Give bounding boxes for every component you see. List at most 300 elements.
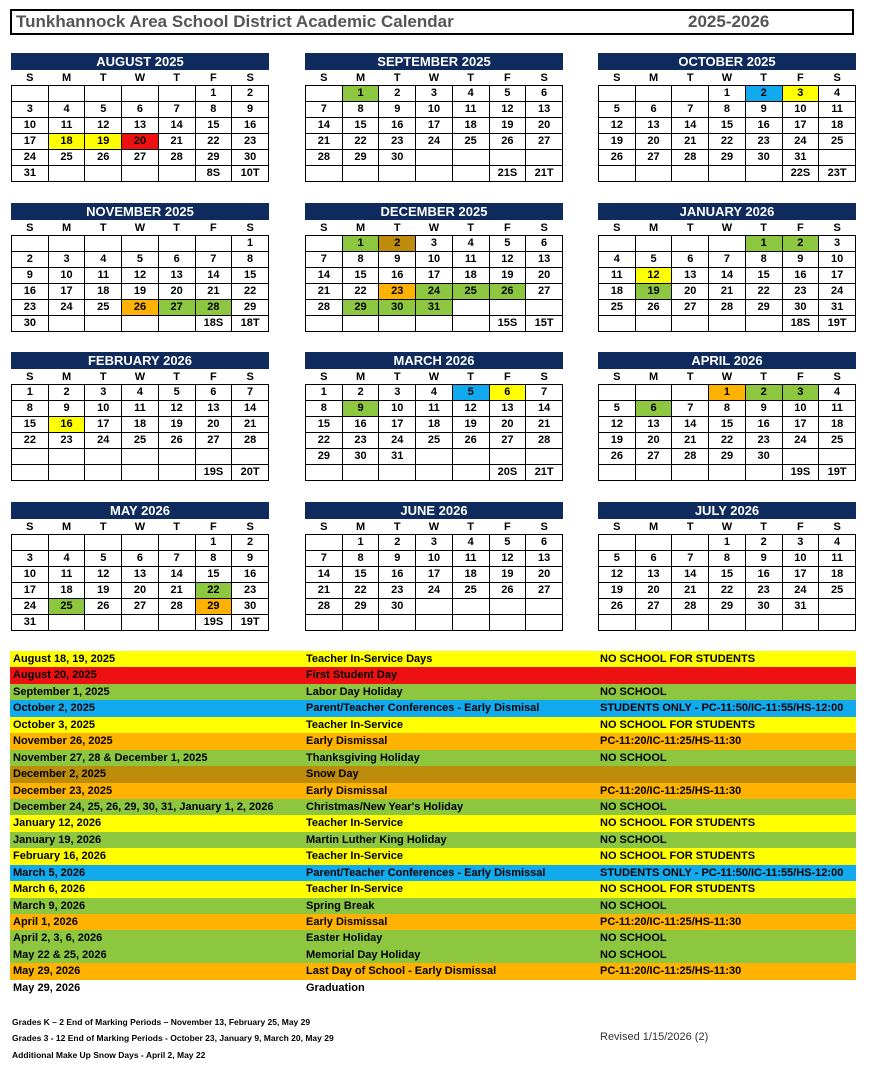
weekday-header: T <box>760 71 768 84</box>
day-cell: 9 <box>745 551 782 567</box>
legend-note: NO SCHOOL FOR STUDENTS <box>600 883 756 896</box>
day-count-cell <box>48 615 85 631</box>
day-cell: 23 <box>12 300 49 316</box>
day-cell: 24 <box>782 134 819 150</box>
day-cell: 28 <box>306 150 343 166</box>
day-cell: 17 <box>416 118 453 134</box>
day-count-cell <box>85 615 122 631</box>
day-cell: 22 <box>709 433 746 449</box>
legend-row <box>10 684 856 700</box>
day-cell: 20 <box>158 284 195 300</box>
day-cell: 1 <box>195 535 232 551</box>
day-cell: 9 <box>48 401 85 417</box>
day-cell: 7 <box>526 385 563 401</box>
month-calendar <box>11 203 269 332</box>
day-cell <box>85 535 122 551</box>
week-row <box>306 284 563 300</box>
day-count-cell <box>452 615 489 631</box>
week-row <box>12 417 269 433</box>
day-cell: 16 <box>782 268 819 284</box>
day-cell: 1 <box>342 535 379 551</box>
weekday-header: M <box>648 370 659 383</box>
day-cell: 4 <box>122 385 159 401</box>
legend-row <box>10 865 856 881</box>
day-count-cell: 10T <box>232 166 269 182</box>
weekday-header: S <box>833 221 841 234</box>
month-title: DECEMBER 2025 <box>305 203 563 220</box>
week-row <box>306 118 563 134</box>
day-cell: 9 <box>379 252 416 268</box>
month-title: MAY 2026 <box>11 502 269 519</box>
day-cell: 6 <box>635 401 672 417</box>
day-cell: 7 <box>306 102 343 118</box>
week-row <box>306 465 563 481</box>
weekday-header: S <box>613 370 621 383</box>
day-cell: 16 <box>379 118 416 134</box>
day-count-cell <box>158 615 195 631</box>
day-cell: 8 <box>709 102 746 118</box>
legend-date: December 24, 25, 26, 29, 30, 31, January 1, 2, 2026 <box>13 800 274 813</box>
day-cell <box>526 599 563 615</box>
day-cell: 24 <box>416 583 453 599</box>
week-row <box>12 236 269 252</box>
legend-event: Teacher In-Service <box>306 817 404 830</box>
legend-row <box>10 881 856 897</box>
day-cell: 5 <box>599 401 636 417</box>
legend-event: Teacher In-Service <box>306 883 404 896</box>
day-cell: 31 <box>782 599 819 615</box>
weekday-header: M <box>648 520 659 533</box>
day-cell: 19 <box>489 268 526 284</box>
day-cell: 14 <box>306 567 343 583</box>
week-row <box>12 118 269 134</box>
day-cell <box>599 236 636 252</box>
day-cell: 30 <box>232 150 269 166</box>
day-cell: 3 <box>782 535 819 551</box>
day-count-cell: 23T <box>819 166 856 182</box>
month-title: NOVEMBER 2025 <box>11 203 269 220</box>
legend-note: NO SCHOOL <box>600 751 667 764</box>
week-row <box>12 615 269 631</box>
day-count-cell <box>85 465 122 481</box>
day-cell: 25 <box>819 583 856 599</box>
week-row <box>12 284 269 300</box>
month-grid <box>598 369 856 481</box>
day-cell: 17 <box>416 268 453 284</box>
weekday-header: F <box>210 71 217 84</box>
day-cell: 30 <box>745 150 782 166</box>
day-cell: 12 <box>599 417 636 433</box>
day-cell: 21 <box>306 284 343 300</box>
day-cell: 3 <box>12 551 49 567</box>
day-cell: 3 <box>782 385 819 401</box>
day-cell <box>122 535 159 551</box>
day-cell: 4 <box>819 86 856 102</box>
day-count-cell <box>306 615 343 631</box>
day-count-cell <box>672 316 709 332</box>
day-cell: 22 <box>342 134 379 150</box>
day-cell: 16 <box>745 567 782 583</box>
day-cell: 3 <box>12 102 49 118</box>
day-cell: 26 <box>599 150 636 166</box>
weekday-header: F <box>504 370 511 383</box>
day-cell: 5 <box>452 385 489 401</box>
day-cell: 14 <box>232 401 269 417</box>
week-row <box>12 150 269 166</box>
week-row <box>12 401 269 417</box>
day-count-cell <box>819 615 856 631</box>
legend-note: NO SCHOOL FOR STUDENTS <box>600 817 756 830</box>
weekday-header: M <box>648 71 659 84</box>
weekday-header: S <box>540 370 548 383</box>
weekday-header: M <box>61 520 72 533</box>
legend-row <box>10 832 856 848</box>
day-cell: 18 <box>452 567 489 583</box>
day-cell: 26 <box>452 433 489 449</box>
day-cell: 1 <box>306 385 343 401</box>
week-row <box>599 284 856 300</box>
day-cell: 2 <box>48 385 85 401</box>
weekday-header: F <box>210 520 217 533</box>
week-row <box>599 316 856 332</box>
weekday-header: W <box>134 370 146 383</box>
day-cell <box>452 599 489 615</box>
day-cell: 28 <box>672 150 709 166</box>
day-cell: 22 <box>195 583 232 599</box>
legend-event: Christmas/New Year's Holiday <box>306 800 464 813</box>
day-count-cell <box>306 316 343 332</box>
day-cell: 28 <box>306 599 343 615</box>
day-cell <box>12 86 49 102</box>
week-row <box>306 252 563 268</box>
day-cell: 11 <box>48 118 85 134</box>
day-cell: 6 <box>158 252 195 268</box>
day-cell: 16 <box>232 567 269 583</box>
weekday-header: W <box>428 370 440 383</box>
day-count-cell <box>379 316 416 332</box>
day-cell: 25 <box>452 284 489 300</box>
week-row <box>12 465 269 481</box>
day-count-cell <box>709 615 746 631</box>
day-cell: 5 <box>122 252 159 268</box>
legend-row <box>10 980 856 996</box>
legend-event: Teacher In-Service <box>306 718 404 731</box>
day-cell: 8 <box>195 551 232 567</box>
day-cell: 12 <box>452 401 489 417</box>
day-cell <box>672 535 709 551</box>
legend-event: Early Dismissal <box>306 916 388 928</box>
day-cell: 27 <box>526 583 563 599</box>
day-cell: 17 <box>12 583 49 599</box>
day-cell: 10 <box>416 102 453 118</box>
day-cell <box>158 236 195 252</box>
weekday-header: T <box>760 520 768 533</box>
day-cell: 14 <box>306 268 343 284</box>
day-cell: 7 <box>232 385 269 401</box>
legend-date: August 20, 2025 <box>13 669 97 682</box>
day-cell: 26 <box>489 583 526 599</box>
day-cell: 19 <box>599 134 636 150</box>
day-cell: 5 <box>635 252 672 268</box>
legend-date: October 3, 2025 <box>13 718 95 731</box>
week-row <box>306 316 563 332</box>
legend-date: October 2, 2025 <box>13 702 95 715</box>
day-count-cell <box>48 465 85 481</box>
weekday-header: W <box>721 221 733 234</box>
day-cell: 15 <box>709 118 746 134</box>
day-cell: 22 <box>12 433 49 449</box>
day-cell <box>306 236 343 252</box>
day-cell: 28 <box>306 300 343 316</box>
day-cell: 26 <box>158 433 195 449</box>
day-cell: 15 <box>306 417 343 433</box>
day-cell: 12 <box>599 567 636 583</box>
day-cell: 20 <box>526 118 563 134</box>
day-cell: 22 <box>232 284 269 300</box>
day-cell: 7 <box>672 102 709 118</box>
day-cell: 25 <box>819 433 856 449</box>
month-calendar <box>11 53 269 182</box>
week-row <box>12 385 269 401</box>
day-cell: 4 <box>819 535 856 551</box>
day-cell: 20 <box>635 134 672 150</box>
weekday-header: W <box>134 520 146 533</box>
day-cell: 27 <box>635 150 672 166</box>
day-cell <box>526 449 563 465</box>
day-cell: 18 <box>819 118 856 134</box>
day-cell <box>12 535 49 551</box>
day-cell: 11 <box>452 551 489 567</box>
day-cell: 11 <box>819 401 856 417</box>
day-cell: 14 <box>672 118 709 134</box>
day-cell: 6 <box>195 385 232 401</box>
day-cell: 9 <box>745 102 782 118</box>
month-calendar <box>598 53 856 182</box>
day-cell: 15 <box>342 118 379 134</box>
day-count-cell <box>158 465 195 481</box>
day-cell <box>599 385 636 401</box>
event-legend <box>10 651 856 996</box>
day-cell: 28 <box>526 433 563 449</box>
day-cell: 18 <box>452 268 489 284</box>
legend-row <box>10 717 856 733</box>
day-cell: 29 <box>232 300 269 316</box>
legend-row <box>10 667 856 683</box>
week-row <box>306 535 563 551</box>
day-cell: 24 <box>782 433 819 449</box>
day-cell <box>306 86 343 102</box>
day-cell: 1 <box>709 535 746 551</box>
day-count-cell <box>599 615 636 631</box>
day-cell <box>122 449 159 465</box>
day-cell: 23 <box>782 284 819 300</box>
week-row <box>12 102 269 118</box>
week-row <box>12 567 269 583</box>
weekday-header: T <box>467 520 475 533</box>
day-cell: 9 <box>342 401 379 417</box>
legend-note: PC-11:20/IC-11:25/HS-11:30 <box>600 784 742 797</box>
weekday-header: T <box>173 520 181 533</box>
weekday-header: F <box>210 221 217 234</box>
legend-row <box>10 750 856 766</box>
day-cell: 28 <box>672 449 709 465</box>
weekday-header: T <box>686 520 694 533</box>
day-cell <box>599 535 636 551</box>
day-cell: 10 <box>48 268 85 284</box>
day-cell: 3 <box>819 236 856 252</box>
legend-date: May 29, 2026 <box>13 981 81 994</box>
weekday-header: W <box>721 71 733 84</box>
month-calendar <box>11 352 269 481</box>
day-cell: 14 <box>526 401 563 417</box>
day-cell: 2 <box>782 236 819 252</box>
day-cell: 20 <box>489 417 526 433</box>
day-cell: 22 <box>745 284 782 300</box>
day-cell <box>48 86 85 102</box>
day-cell: 7 <box>672 551 709 567</box>
day-cell: 3 <box>416 535 453 551</box>
week-row <box>12 583 269 599</box>
day-cell: 24 <box>379 433 416 449</box>
day-cell <box>195 236 232 252</box>
day-count-cell <box>48 166 85 182</box>
day-count-cell <box>599 316 636 332</box>
day-count-cell: 20T <box>232 465 269 481</box>
legend-row <box>10 947 856 963</box>
day-count-cell <box>306 166 343 182</box>
day-cell: 7 <box>306 551 343 567</box>
day-cell: 17 <box>782 118 819 134</box>
day-cell <box>195 449 232 465</box>
day-cell: 4 <box>48 551 85 567</box>
legend-event: Spring Break <box>306 899 375 912</box>
day-cell: 19 <box>599 433 636 449</box>
day-cell: 14 <box>672 567 709 583</box>
day-cell: 11 <box>85 268 122 284</box>
day-cell: 28 <box>158 599 195 615</box>
day-cell: 10 <box>782 401 819 417</box>
weekday-header: T <box>99 71 107 84</box>
day-cell: 13 <box>489 401 526 417</box>
day-cell: 6 <box>122 102 159 118</box>
day-count-cell <box>416 615 453 631</box>
day-cell: 11 <box>452 252 489 268</box>
week-row <box>306 449 563 465</box>
week-row <box>599 118 856 134</box>
day-cell <box>489 300 526 316</box>
day-cell <box>232 449 269 465</box>
day-cell: 30 <box>232 599 269 615</box>
make-up-snow-days: Additional Make Up Snow Days - April 2, May 22 <box>12 1050 206 1060</box>
month-grid <box>598 519 856 631</box>
day-cell: 30 <box>342 449 379 465</box>
day-cell: 19 <box>85 583 122 599</box>
legend-date: September 1, 2025 <box>13 685 110 698</box>
weekday-header: S <box>540 221 548 234</box>
day-cell: 10 <box>416 551 453 567</box>
day-cell: 8 <box>709 551 746 567</box>
day-count-cell <box>709 316 746 332</box>
day-cell: 13 <box>635 567 672 583</box>
day-cell <box>416 449 453 465</box>
day-cell: 30 <box>379 599 416 615</box>
day-cell: 23 <box>379 583 416 599</box>
day-cell: 15 <box>342 567 379 583</box>
day-cell: 13 <box>122 567 159 583</box>
day-cell: 27 <box>122 150 159 166</box>
legend-note: PC-11:20/IC-11:25/HS-11:30 <box>600 916 742 928</box>
day-cell: 18 <box>452 118 489 134</box>
day-cell: 21 <box>306 583 343 599</box>
week-row <box>306 551 563 567</box>
weekday-header: F <box>797 221 804 234</box>
day-count-cell <box>342 166 379 182</box>
weekday-header: T <box>760 370 768 383</box>
week-row <box>12 300 269 316</box>
day-cell: 16 <box>232 118 269 134</box>
day-cell: 15 <box>709 567 746 583</box>
day-cell: 14 <box>158 118 195 134</box>
day-cell: 22 <box>195 134 232 150</box>
day-cell: 26 <box>489 284 526 300</box>
day-cell: 16 <box>12 284 49 300</box>
day-cell: 29 <box>306 449 343 465</box>
month-title: FEBRUARY 2026 <box>11 352 269 369</box>
day-cell: 22 <box>709 134 746 150</box>
month-grid <box>11 369 269 481</box>
day-cell: 1 <box>745 236 782 252</box>
day-cell: 13 <box>195 401 232 417</box>
day-cell: 19 <box>158 417 195 433</box>
day-cell: 4 <box>416 385 453 401</box>
day-cell: 1 <box>232 236 269 252</box>
day-cell: 29 <box>342 599 379 615</box>
day-cell <box>158 449 195 465</box>
day-cell: 16 <box>379 567 416 583</box>
week-row <box>599 86 856 102</box>
marking-periods-k2: Grades K – 2 End of Marking Periods – November 13, February 25, May 29 <box>12 1017 311 1027</box>
week-row <box>306 86 563 102</box>
legend-date: February 16, 2026 <box>13 850 106 863</box>
day-cell <box>85 449 122 465</box>
day-cell: 20 <box>635 583 672 599</box>
weekday-header: T <box>686 370 694 383</box>
day-cell: 28 <box>232 433 269 449</box>
day-cell: 4 <box>85 252 122 268</box>
weekday-header: T <box>173 221 181 234</box>
legend-date: December 23, 2025 <box>13 784 113 797</box>
week-row <box>306 615 563 631</box>
weekday-header: S <box>833 520 841 533</box>
day-cell: 20 <box>122 583 159 599</box>
legend-row <box>10 848 856 864</box>
day-cell: 29 <box>745 300 782 316</box>
day-cell: 26 <box>599 599 636 615</box>
day-cell: 24 <box>85 433 122 449</box>
day-cell: 4 <box>452 86 489 102</box>
day-cell: 6 <box>635 102 672 118</box>
day-cell: 19 <box>599 583 636 599</box>
day-cell: 20 <box>195 417 232 433</box>
weekday-header: M <box>648 221 659 234</box>
weekday-header: F <box>797 370 804 383</box>
day-cell: 19 <box>635 284 672 300</box>
day-cell: 17 <box>12 134 49 150</box>
legend-event: Parent/Teacher Conferences - Early Dismisal <box>306 702 540 715</box>
day-cell: 26 <box>122 300 159 316</box>
weekday-header: W <box>721 520 733 533</box>
day-cell: 11 <box>819 102 856 118</box>
